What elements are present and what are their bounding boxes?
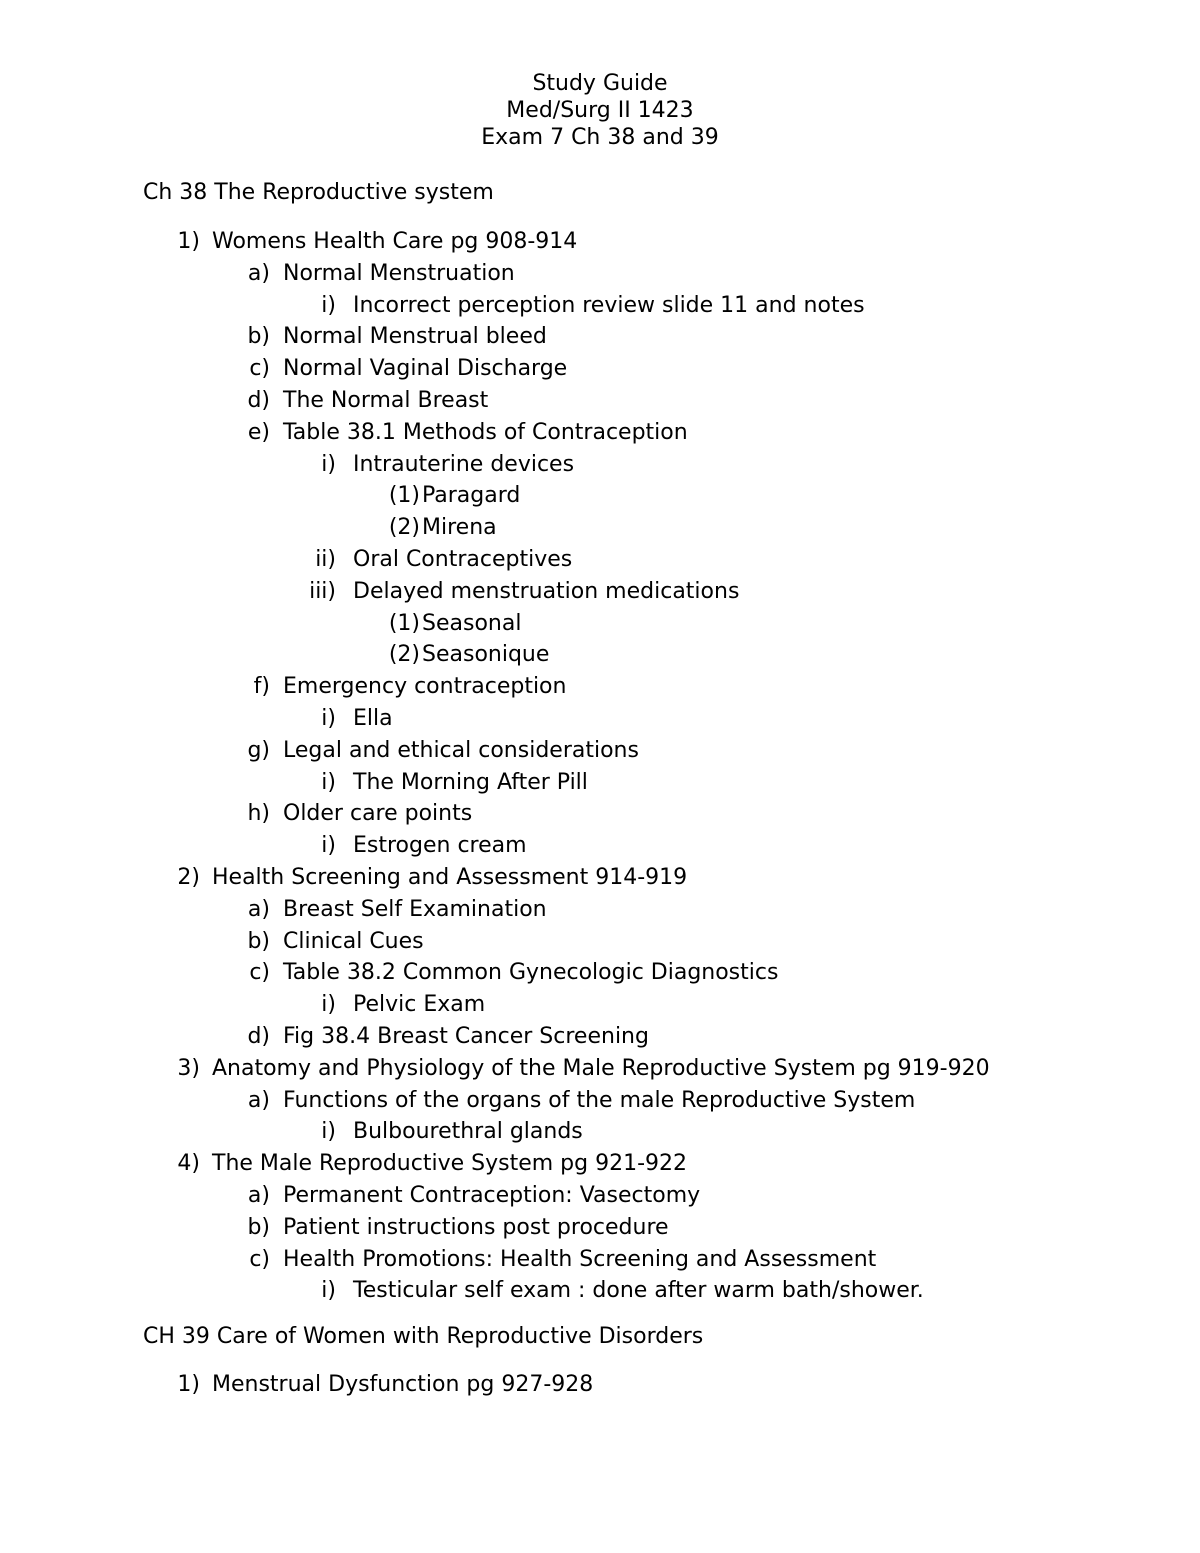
outline-marker: i): [321, 992, 336, 1018]
outline-marker: d): [247, 1024, 270, 1049]
outline-text: Emergency contraception: [283, 674, 567, 700]
outline-text: Testicular self exam : done after warm bath/shower.: [353, 1278, 924, 1304]
outline-text: Breast Self Examination: [283, 896, 547, 922]
outline-text: Functions of the organs of the male Reproductive System: [283, 1087, 916, 1113]
outline-text: Table 38.1 Methods of Contraception: [283, 419, 688, 445]
outline-text: Estrogen cream: [353, 833, 527, 859]
outline-text: Seasonal: [422, 610, 522, 636]
outline-marker: i): [321, 706, 336, 731]
outline-marker: b): [247, 324, 270, 350]
outline-marker: h): [247, 801, 270, 827]
outline-text: Menstrual Dysfunction pg 927-928: [212, 1372, 594, 1397]
outline-marker: d): [247, 388, 270, 413]
outline-marker: (2): [388, 642, 420, 668]
outline-text: Incorrect perception review slide 11 and notes: [353, 292, 865, 318]
outline-marker: 1): [177, 1372, 200, 1397]
outline-marker: i): [321, 833, 336, 859]
exam-title: Exam 7 Ch 38 and 39: [481, 125, 719, 150]
outline-text: Clinical Cues: [283, 928, 424, 954]
outline-marker: 2): [177, 865, 200, 890]
outline-text: Older care points: [283, 801, 473, 827]
outline-text: Oral Contraceptives: [353, 547, 573, 572]
outline-marker: 1): [177, 229, 200, 254]
outline-marker: iii): [309, 578, 336, 604]
outline-marker: a): [247, 260, 270, 286]
outline-text: Womens Health Care pg 908-914: [212, 229, 578, 254]
outline-marker: b): [247, 1214, 270, 1240]
outline-text: The Male Reproductive System pg 921-922: [212, 1151, 687, 1177]
chapter-heading: Ch 38 The Reproductive system: [143, 180, 494, 205]
outline-text: Patient instructions post procedure: [283, 1214, 669, 1240]
outline-text: Pelvic Exam: [353, 992, 486, 1018]
outline-text: Fig 38.4 Breast Cancer Screening: [283, 1024, 649, 1049]
course-name: Med/Surg II 1423: [506, 98, 694, 123]
outline-marker: a): [247, 896, 270, 922]
chapter-heading: CH 39 Care of Women with Reproductive Disorders: [143, 1324, 704, 1349]
outline-text: Delayed menstruation medications: [353, 578, 740, 604]
outline-marker: a): [247, 1183, 270, 1208]
outline-text: The Morning After Pill: [353, 769, 588, 795]
outline-marker: 4): [177, 1151, 200, 1177]
outline-marker: g): [247, 737, 270, 763]
outline-text: Health Screening and Assessment 914-919: [212, 865, 688, 890]
outline-marker: f): [253, 674, 270, 700]
outline-text: Seasonique: [422, 642, 550, 668]
outline-text: Ella: [353, 706, 393, 731]
outline-marker: c): [249, 356, 270, 382]
outline-marker: (2): [388, 515, 420, 541]
outline-text: Legal and ethical considerations: [283, 737, 639, 763]
outline-marker: ii): [315, 547, 336, 572]
outline-marker: (1): [388, 610, 420, 636]
outline-marker: a): [247, 1087, 270, 1113]
outline-marker: i): [321, 1278, 336, 1304]
outline-marker: (1): [388, 483, 420, 509]
outline-text: Paragard: [422, 483, 521, 509]
outline-text: Health Promotions: Health Screening and Assessment: [283, 1246, 877, 1272]
outline-marker: c): [249, 960, 270, 986]
outline-marker: b): [247, 928, 270, 954]
document-title: Study Guide: [532, 71, 668, 96]
outline-marker: 3): [177, 1055, 200, 1081]
outline-text: Bulbourethral glands: [353, 1119, 583, 1145]
outline-text: Intrauterine devices: [353, 451, 575, 477]
outline-text: Anatomy and Physiology of the Male Reproductive System pg 919-920: [212, 1055, 990, 1081]
outline-text: Normal Menstrual bleed: [283, 324, 547, 350]
outline-text: The Normal Breast: [283, 388, 489, 413]
outline-text: Table 38.2 Common Gynecologic Diagnostics: [283, 960, 779, 986]
outline-marker: i): [321, 451, 336, 477]
outline-marker: i): [321, 1119, 336, 1145]
outline-marker: e): [247, 419, 270, 445]
outline-marker: c): [249, 1246, 270, 1272]
outline-text: Normal Menstruation: [283, 260, 515, 286]
outline-text: Normal Vaginal Discharge: [283, 356, 568, 382]
outline-marker: i): [321, 769, 336, 795]
outline-text: Mirena: [422, 515, 497, 541]
outline-marker: i): [321, 292, 336, 318]
outline-text: Permanent Contraception: Vasectomy: [283, 1183, 701, 1208]
